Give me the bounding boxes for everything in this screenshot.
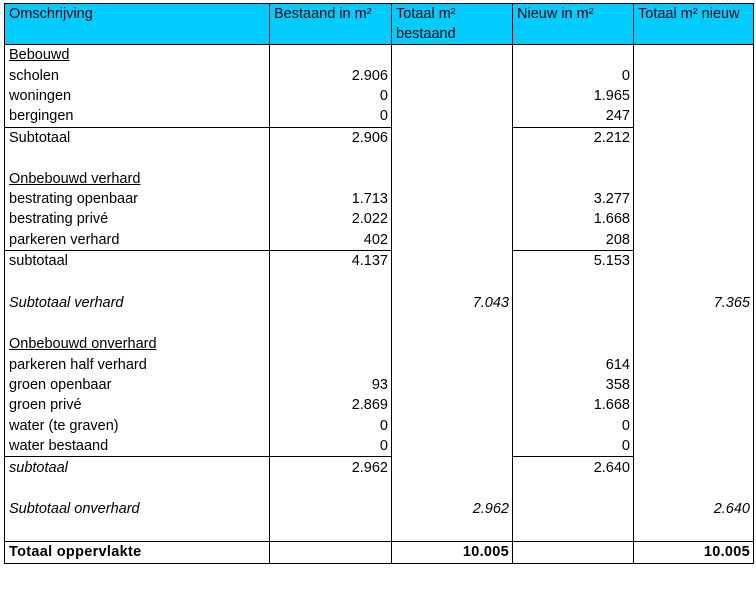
value-bestaand: 0 [270, 436, 392, 457]
subtotal-nieuw: 5.153 [513, 250, 634, 271]
value-bestaand: 0 [270, 416, 392, 436]
value-bestaand: 2.022 [270, 209, 392, 229]
subtotal-row [5, 250, 754, 271]
table-row [5, 86, 754, 106]
table-row [5, 395, 754, 415]
value-bestaand: 93 [270, 375, 392, 395]
spacer-row [5, 271, 754, 291]
header-totaal-bestaand: Totaal m² bestaand [392, 4, 513, 45]
grand-subtotal-row [5, 292, 754, 314]
header-nieuw: Nieuw in m² [513, 4, 634, 45]
value-nieuw: 1.668 [513, 395, 634, 415]
grand-total-bestaand: 10.005 [392, 541, 513, 563]
subtotal-row [5, 127, 754, 148]
table-row [5, 375, 754, 395]
section-title-row [5, 45, 754, 66]
row-label: bestrating openbaar [5, 189, 270, 209]
subtotal-label: Subtotaal [5, 127, 270, 148]
section-title-row [5, 168, 754, 188]
table-row [5, 416, 754, 436]
grand-subtotal-label: Subtotaal onverhard [5, 498, 270, 520]
table-row [5, 209, 754, 229]
row-label: woningen [5, 86, 270, 106]
row-label: bergingen [5, 106, 270, 127]
table-row [5, 230, 754, 251]
subtotal-label: subtotaal [5, 250, 270, 271]
row-label: groen openbaar [5, 375, 270, 395]
spacer-row [5, 478, 754, 498]
total-label: Totaal oppervlakte [5, 541, 270, 563]
subtotal-bestaand: 4.137 [270, 250, 392, 271]
row-label: parkeren verhard [5, 230, 270, 251]
value-nieuw: 0 [513, 65, 634, 85]
value-bestaand: 2.869 [270, 395, 392, 415]
value-nieuw: 614 [513, 354, 634, 374]
spacer-row [5, 148, 754, 168]
total-nieuw: 7.365 [634, 292, 754, 314]
area-table [4, 3, 754, 564]
value-nieuw: 0 [513, 416, 634, 436]
row-label: water bestaand [5, 436, 270, 457]
value-nieuw: 3.277 [513, 189, 634, 209]
row-label: water (te graven) [5, 416, 270, 436]
header-row [5, 4, 754, 45]
header-omschrijving: Omschrijving [5, 4, 270, 45]
subtotal-bestaand: 2.962 [270, 457, 392, 478]
header-totaal-nieuw: Totaal m² nieuw [634, 4, 754, 45]
value-nieuw: 358 [513, 375, 634, 395]
value-bestaand: 0 [270, 106, 392, 127]
grand-subtotal-row [5, 498, 754, 520]
total-row [5, 541, 754, 563]
value-bestaand: 1.713 [270, 189, 392, 209]
value-nieuw: 1.965 [513, 86, 634, 106]
subtotal-bestaand: 2.906 [270, 127, 392, 148]
spacer-row [5, 520, 754, 541]
row-label: scholen [5, 65, 270, 85]
grand-total-nieuw: 10.005 [634, 541, 754, 563]
table-row [5, 436, 754, 457]
subtotal-nieuw: 2.212 [513, 127, 634, 148]
total-bestaand: 2.962 [392, 498, 513, 520]
section-title-bebouwd: Bebouwd [5, 45, 270, 66]
value-bestaand: 402 [270, 230, 392, 251]
table-row [5, 354, 754, 374]
total-bestaand: 7.043 [392, 292, 513, 314]
subtotal-label: subtotaal [5, 457, 270, 478]
value-bestaand [270, 354, 392, 374]
value-bestaand: 2.906 [270, 65, 392, 85]
subtotal-nieuw: 2.640 [513, 457, 634, 478]
table-row [5, 189, 754, 209]
section-title-onverhard: Onbebouwd onverhard [5, 334, 270, 354]
row-label: groen privé [5, 395, 270, 415]
table-row [5, 65, 754, 85]
table-row [5, 106, 754, 127]
total-nieuw: 2.640 [634, 498, 754, 520]
value-nieuw: 208 [513, 230, 634, 251]
spacer-row [5, 314, 754, 334]
value-bestaand: 0 [270, 86, 392, 106]
row-label: parkeren half verhard [5, 354, 270, 374]
subtotal-row [5, 457, 754, 478]
section-title-row [5, 334, 754, 354]
value-nieuw: 0 [513, 436, 634, 457]
value-nieuw: 247 [513, 106, 634, 127]
grand-subtotal-label: Subtotaal verhard [5, 292, 270, 314]
section-title-verhard: Onbebouwd verhard [5, 168, 270, 188]
row-label: bestrating privé [5, 209, 270, 229]
value-nieuw: 1.668 [513, 209, 634, 229]
header-bestaand: Bestaand in m² [270, 4, 392, 45]
